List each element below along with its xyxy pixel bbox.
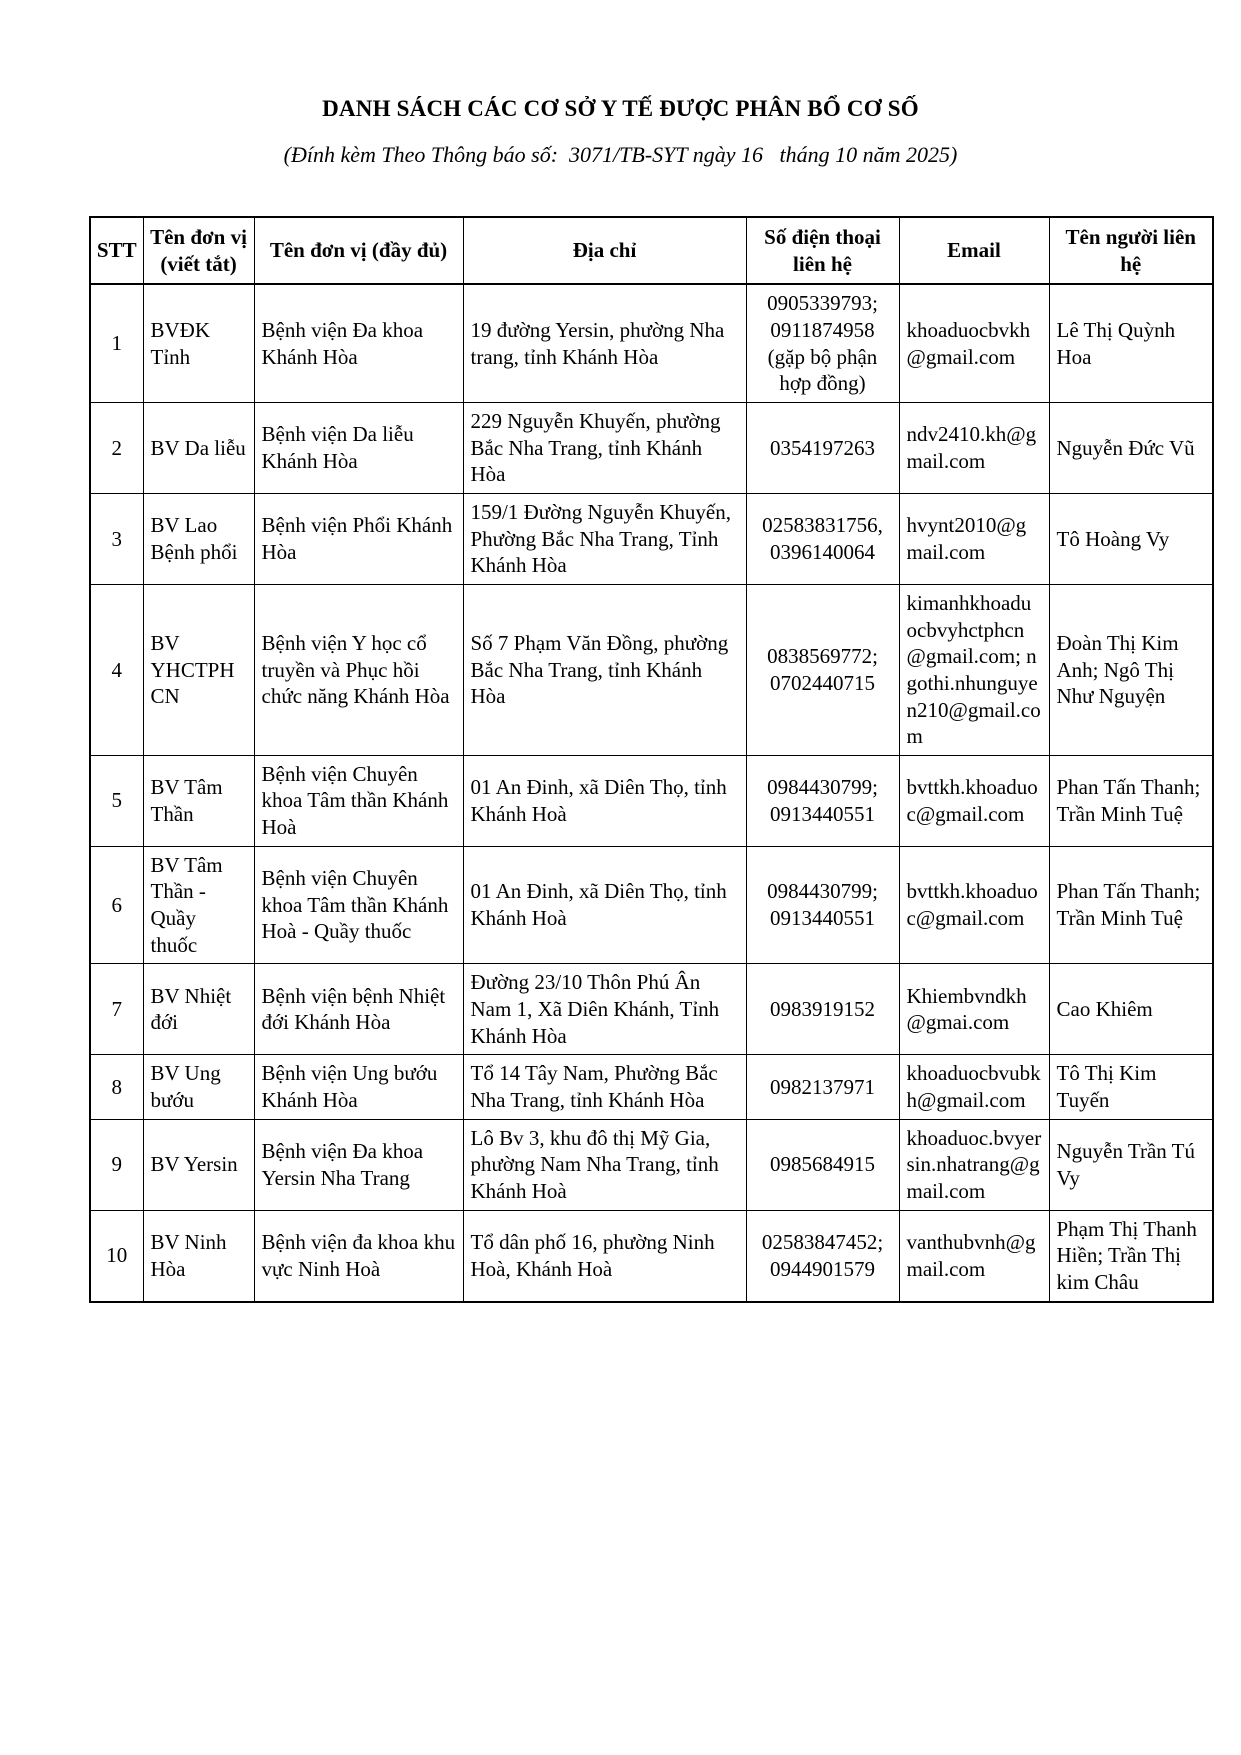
cell-phone: 0982137971 [746,1055,899,1119]
header-cell-stt: STT [90,217,143,284]
cell-address: Lô Bv 3, khu đô thị Mỹ Gia, phường Nam Nha Trang, tỉnh Khánh Hoà [463,1119,746,1210]
cell-stt: 4 [90,584,143,755]
cell-unit-full: Bệnh viện Y học cổ truyền và Phục hồi chức năng Khánh Hòa [254,584,463,755]
cell-stt: 10 [90,1210,143,1301]
cell-email: khoaduocbvkh@gmail.com [899,284,1049,402]
cell-stt: 7 [90,964,143,1055]
cell-contact: Phan Tấn Thanh; Trần Minh Tuệ [1049,755,1213,846]
cell-stt: 1 [90,284,143,402]
cell-contact: Phan Tấn Thanh; Trần Minh Tuệ [1049,846,1213,964]
cell-email: bvttkh.khoaduoc@gmail.com [899,755,1049,846]
cell-email: khoaduoc.bvyersin.nhatrang@gmail.com [899,1119,1049,1210]
cell-unit-abbr: BV YHCTPHCN [143,584,254,755]
cell-unit-full: Bệnh viện Đa khoa Yersin Nha Trang [254,1119,463,1210]
cell-address: Đường 23/10 Thôn Phú Ân Nam 1, Xã Diên Khánh, Tỉnh Khánh Hòa [463,964,746,1055]
header-cell-contact: Tên người liên hệ [1049,217,1213,284]
facilities-table [89,216,1214,1303]
cell-unit-abbr: BV Yersin [143,1119,254,1210]
cell-unit-full: Bệnh viện Da liễu Khánh Hòa [254,402,463,493]
table-row [90,402,1213,493]
cell-unit-abbr: BV Nhiệt đới [143,964,254,1055]
cell-stt: 6 [90,846,143,964]
cell-email: bvttkh.khoaduoc@gmail.com [899,846,1049,964]
cell-email: kimanhkhoaduocbvyhctphcn@gmail.com; ngothi.nhunguyen210@gmail.com [899,584,1049,755]
cell-contact: Tô Thị Kim Tuyến [1049,1055,1213,1119]
header-cell-unit-full: Tên đơn vị (đầy đủ) [254,217,463,284]
table-row [90,1210,1213,1301]
table-row [90,846,1213,964]
page-title: DANH SÁCH CÁC CƠ SỞ Y TẾ ĐƯỢC PHÂN BỔ CƠ SỐ [322,96,919,121]
cell-address: Tổ dân phố 16, phường Ninh Hoà, Khánh Hoà [463,1210,746,1301]
cell-phone: 02583831756, 0396140064 [746,493,899,584]
cell-stt: 8 [90,1055,143,1119]
cell-phone: 0984430799; 0913440551 [746,755,899,846]
cell-address: Tổ 14 Tây Nam, Phường Bắc Nha Trang, tỉnh Khánh Hòa [463,1055,746,1119]
cell-contact: Tô Hoàng Vy [1049,493,1213,584]
cell-phone: 0984430799; 0913440551 [746,846,899,964]
cell-contact: Cao Khiêm [1049,964,1213,1055]
cell-email: ndv2410.kh@gmail.com [899,402,1049,493]
table-row [90,964,1213,1055]
cell-stt: 5 [90,755,143,846]
table-row [90,493,1213,584]
cell-phone: 0985684915 [746,1119,899,1210]
cell-unit-full: Bệnh viện Phổi Khánh Hòa [254,493,463,584]
cell-unit-abbr: BV Tâm Thần - Quầy thuốc [143,846,254,964]
cell-contact: Lê Thị Quỳnh Hoa [1049,284,1213,402]
cell-unit-full: Bệnh viện Chuyên khoa Tâm thần Khánh Hoà [254,755,463,846]
cell-unit-abbr: BV Da liễu [143,402,254,493]
cell-address: 229 Nguyễn Khuyến, phường Bắc Nha Trang, tỉnh Khánh Hòa [463,402,746,493]
page-subtitle: (Đính kèm Theo Thông báo số: 3071/TB-SYT ngày 16 tháng 10 năm 2025) [283,142,958,167]
cell-stt: 2 [90,402,143,493]
cell-unit-abbr: BV Lao Bệnh phổi [143,493,254,584]
cell-phone: 0838569772; 0702440715 [746,584,899,755]
cell-unit-full: Bệnh viện Đa khoa Khánh Hòa [254,284,463,402]
cell-phone: 0905339793; 0911874958 (gặp bộ phận hợp đồng) [746,284,899,402]
cell-unit-abbr: BV Ninh Hòa [143,1210,254,1301]
cell-contact: Nguyễn Đức Vũ [1049,402,1213,493]
cell-contact: Đoàn Thị Kim Anh; Ngô Thị Như Nguyện [1049,584,1213,755]
table-row [90,755,1213,846]
header-cell-email: Email [899,217,1049,284]
cell-phone: 0354197263 [746,402,899,493]
cell-email: khoaduocbvubkh@gmail.com [899,1055,1049,1119]
cell-address: 01 An Đinh, xã Diên Thọ, tỉnh Khánh Hoà [463,755,746,846]
cell-unit-full: Bệnh viện đa khoa khu vực Ninh Hoà [254,1210,463,1301]
table-row [90,584,1213,755]
table-row [90,1119,1213,1210]
cell-address: 159/1 Đường Nguyễn Khuyến, Phường Bắc Nha Trang, Tỉnh Khánh Hòa [463,493,746,584]
cell-phone: 02583847452; 0944901579 [746,1210,899,1301]
cell-phone: 0983919152 [746,964,899,1055]
cell-unit-abbr: BVĐK Tỉnh [143,284,254,402]
table-header-row [90,217,1213,284]
cell-unit-abbr: BV Tâm Thần [143,755,254,846]
header-cell-phone: Số điện thoại liên hệ [746,217,899,284]
cell-stt: 3 [90,493,143,584]
cell-address: 01 An Đinh, xã Diên Thọ, tỉnh Khánh Hoà [463,846,746,964]
table-row [90,1055,1213,1119]
cell-email: Khiembvndkh@gmai.com [899,964,1049,1055]
cell-unit-abbr: BV Ung bướu [143,1055,254,1119]
table-row [90,284,1213,402]
header-cell-unit-abbr: Tên đơn vị (viết tắt) [143,217,254,284]
cell-address: 19 đường Yersin, phường Nha trang, tỉnh Khánh Hòa [463,284,746,402]
cell-email: vanthubvnh@gmail.com [899,1210,1049,1301]
cell-unit-full: Bệnh viện Chuyên khoa Tâm thần Khánh Hoà - Quầy thuốc [254,846,463,964]
table-body [90,284,1213,1301]
cell-contact: Nguyễn Trần Tú Vy [1049,1119,1213,1210]
cell-email: hvynt2010@gmail.com [899,493,1049,584]
cell-unit-full: Bệnh viện bệnh Nhiệt đới Khánh Hòa [254,964,463,1055]
cell-unit-full: Bệnh viện Ung bướu Khánh Hòa [254,1055,463,1119]
cell-stt: 9 [90,1119,143,1210]
cell-contact: Phạm Thị Thanh Hiền; Trần Thị kim Châu [1049,1210,1213,1301]
header-cell-address: Địa chỉ [463,217,746,284]
cell-address: Số 7 Phạm Văn Đồng, phường Bắc Nha Trang, tỉnh Khánh Hòa [463,584,746,755]
